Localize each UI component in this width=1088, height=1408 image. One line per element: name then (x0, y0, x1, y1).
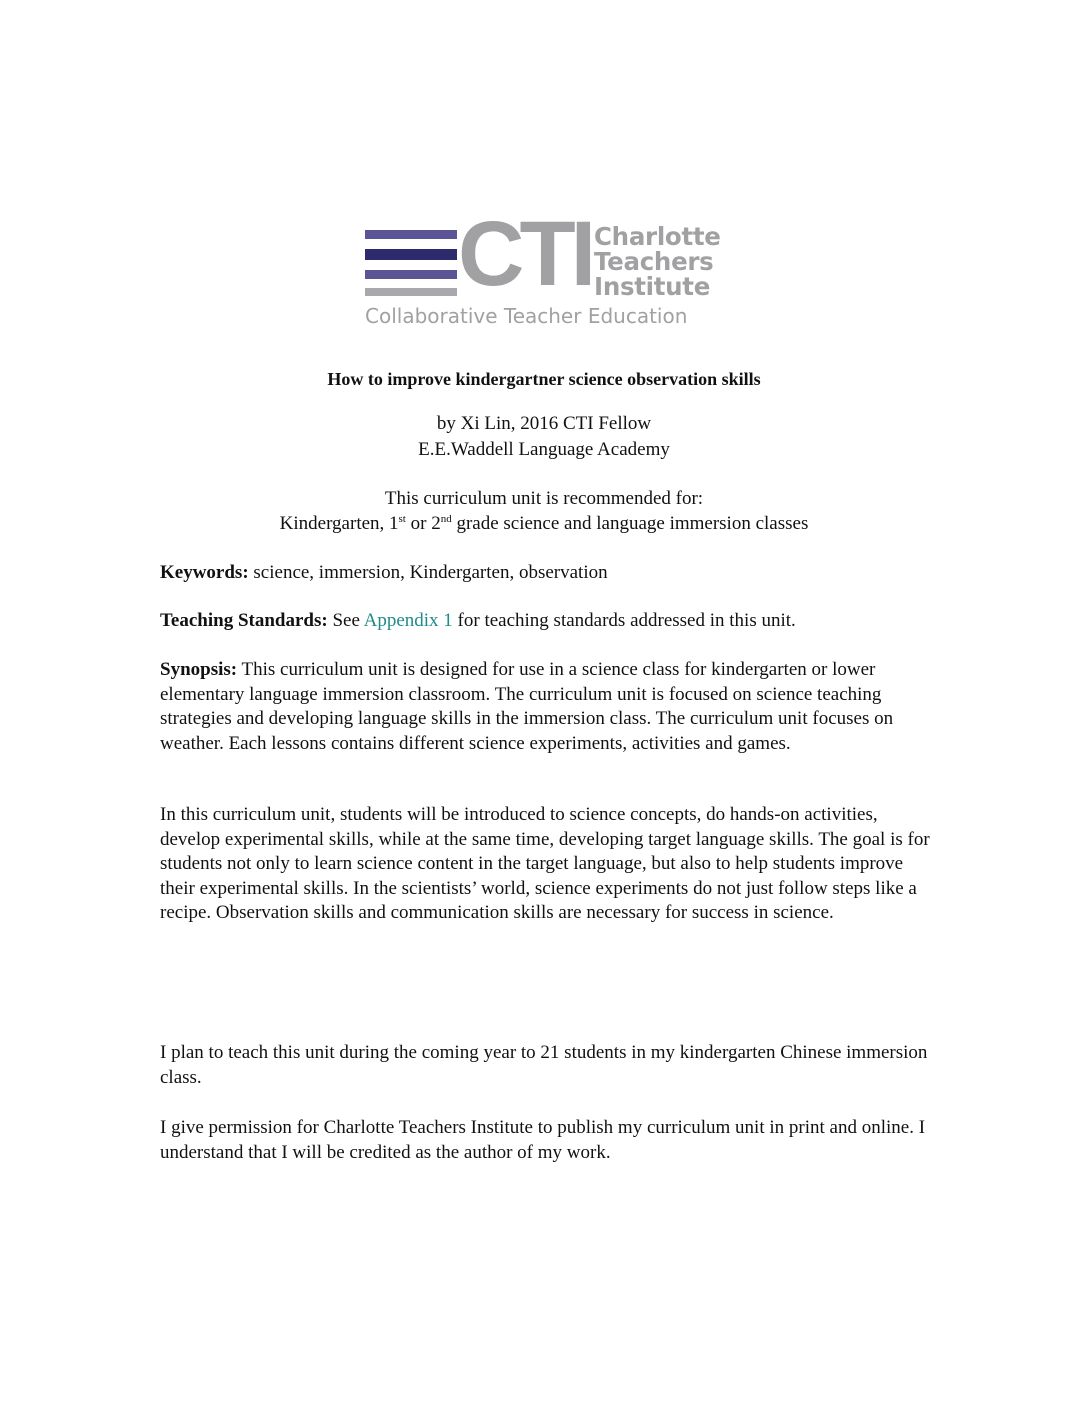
logo-name-line-2: Teachers (594, 247, 714, 276)
recommended-mid: or 2 (405, 513, 441, 534)
keywords-text: science, immersion, Kindergarten, observation (248, 562, 608, 583)
document-title: How to improve kindergartner science observation skills (327, 369, 761, 389)
superscript-st: st (398, 513, 406, 525)
recommended-grades (0, 511, 1088, 537)
byline: by Xi Lin, 2016 CTI Fellow (436, 413, 652, 434)
logo-bar-4 (365, 288, 457, 296)
logo-bar-2 (365, 249, 457, 260)
logo-name-line-3: Institute (594, 272, 711, 301)
school-name: E.E.Waddell Language Academy (418, 439, 670, 460)
body-paragraph-2: In this curriculum unit, students will be introduced to science concepts, do hands-on activities, develop experimental skills, while at the same time, developing target language skills. The goal is for students not only to learn science content in the target language, but also to help students improve their experimental skills. In the scientists’ world, science experiments do not just follow steps like a recipe. Observation skills and communication skills are necessary for success in science. (160, 804, 930, 923)
synopsis-paragraph (160, 658, 940, 756)
logo-bar-1 (365, 230, 457, 239)
recommended-intro: This curriculum unit is recommended for: (384, 488, 704, 509)
logo-name (594, 224, 721, 299)
logo-name-line-1: Charlotte (594, 222, 721, 251)
logo-bar-3 (365, 270, 457, 279)
keywords-line (160, 561, 940, 586)
synopsis-text: This curriculum unit is designed for use in a science class for kindergarten or lower elementary language immersion classroom. The curriculum unit is focused on science teaching strategies and developing language skills in the immersion class. The curriculum unit focuses on weather. Each lessons contains different science experiments, activities and games. (160, 659, 894, 754)
superscript-nd: nd (440, 513, 452, 525)
teaching-standards-pre: See (327, 610, 364, 631)
recommended-post: grade science and language immersion classes (451, 513, 809, 534)
logo-mark: CTI (458, 203, 592, 305)
teaching-standards-line (160, 609, 940, 634)
logo-tagline: Collaborative Teacher Education (365, 304, 688, 328)
synopsis-label: Synopsis: (160, 659, 238, 680)
appendix-1-link[interactable]: Appendix 1 (363, 610, 453, 631)
recommended-pre: Kindergarten, 1 (279, 513, 399, 534)
teaching-standards-post: for teaching standards addressed in this unit. (452, 610, 796, 631)
teaching-standards-label: Teaching Standards: (160, 610, 328, 631)
permission-paragraph: I give permission for Charlotte Teachers Institute to publish my curriculum unit in print and online. I understand that I will be credited as the author of my work. (160, 1117, 926, 1163)
plan-paragraph: I plan to teach this unit during the coming year to 21 students in my kindergarten Chinese immersion class. (160, 1042, 928, 1088)
keywords-label: Keywords: (160, 562, 249, 583)
cti-logo (360, 203, 721, 332)
